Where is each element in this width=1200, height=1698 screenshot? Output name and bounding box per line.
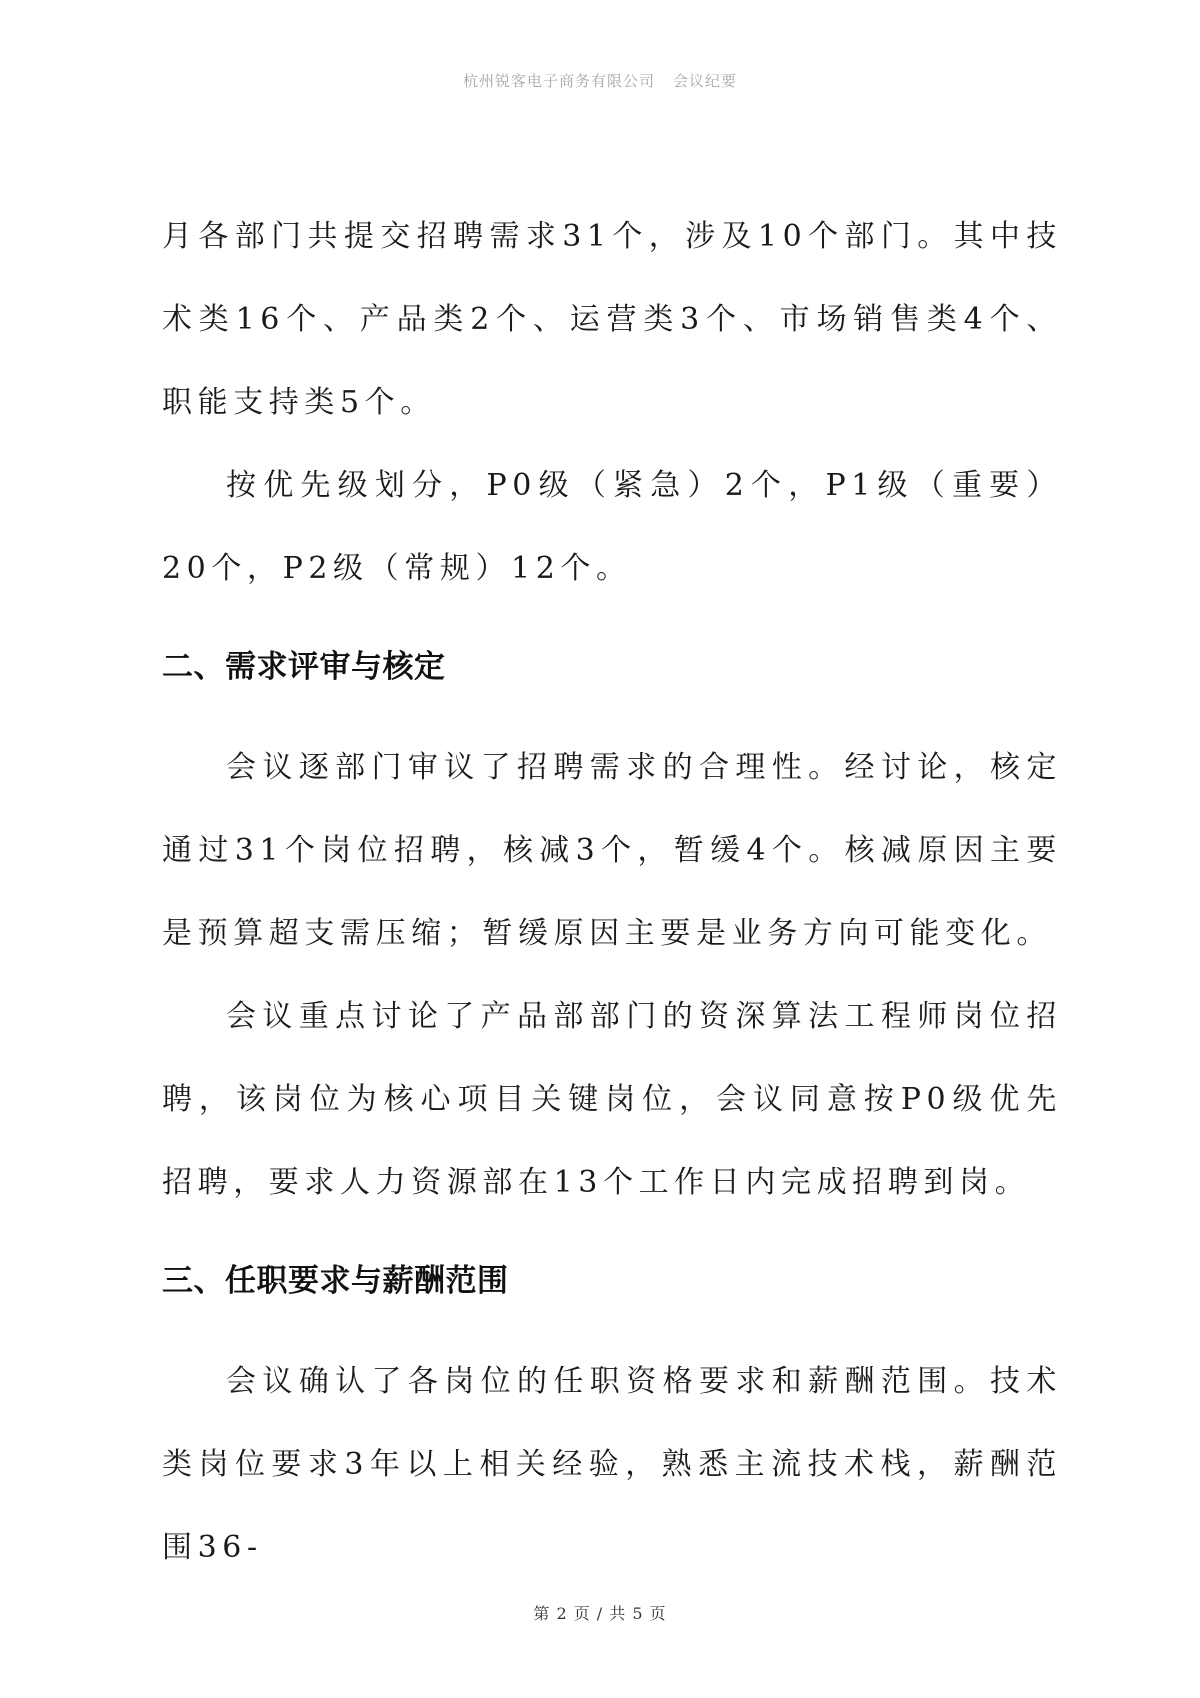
paragraph-requirements: 会议确认了各岗位的任职资格要求和薪酬范围。技术类岗位要求3年以上相关经验，熟悉主流技术栈，薪酬范围36- (162, 1364, 1062, 1565)
section-heading-review: 二、需求评审与核定 (162, 649, 446, 685)
paragraph-key-position: 会议重点讨论了产品部部门的资深算法工程师岗位招聘，该岗位为核心项目关键岗位，会议同意按P0级优先招聘，要求人力资源部在13个工作日内完成招聘到岗。 (162, 999, 1062, 1200)
paragraph-department-count: 月各部门共提交招聘需求31个，涉及10个部门。其中技术类16个、产品类2个、运营类3个、市场销售类4个、职能支持类5个。 (162, 219, 1062, 420)
paragraph-priority-split: 按优先级划分，P0级（紧急）2个，P1级（重要）20个，P2级（常规）12个。 (162, 468, 1062, 586)
page-number: 第 2 页 / 共 5 页 (533, 1604, 667, 1623)
document-body (162, 195, 1062, 1589)
header-company: 杭州锐客电子商务有限公司 (462, 72, 655, 90)
page-header (0, 70, 1200, 91)
paragraph-review-result: 会议逐部门审议了招聘需求的合理性。经讨论，核定通过31个岗位招聘，核减3个，暂缓4个。核减原因主要是预算超支需压缩；暂缓原因主要是业务方向可能变化。 (162, 750, 1062, 951)
header-doc-type: 会议纪要 (673, 72, 738, 90)
section-heading-requirements: 三、任职要求与薪酬范围 (162, 1263, 509, 1299)
